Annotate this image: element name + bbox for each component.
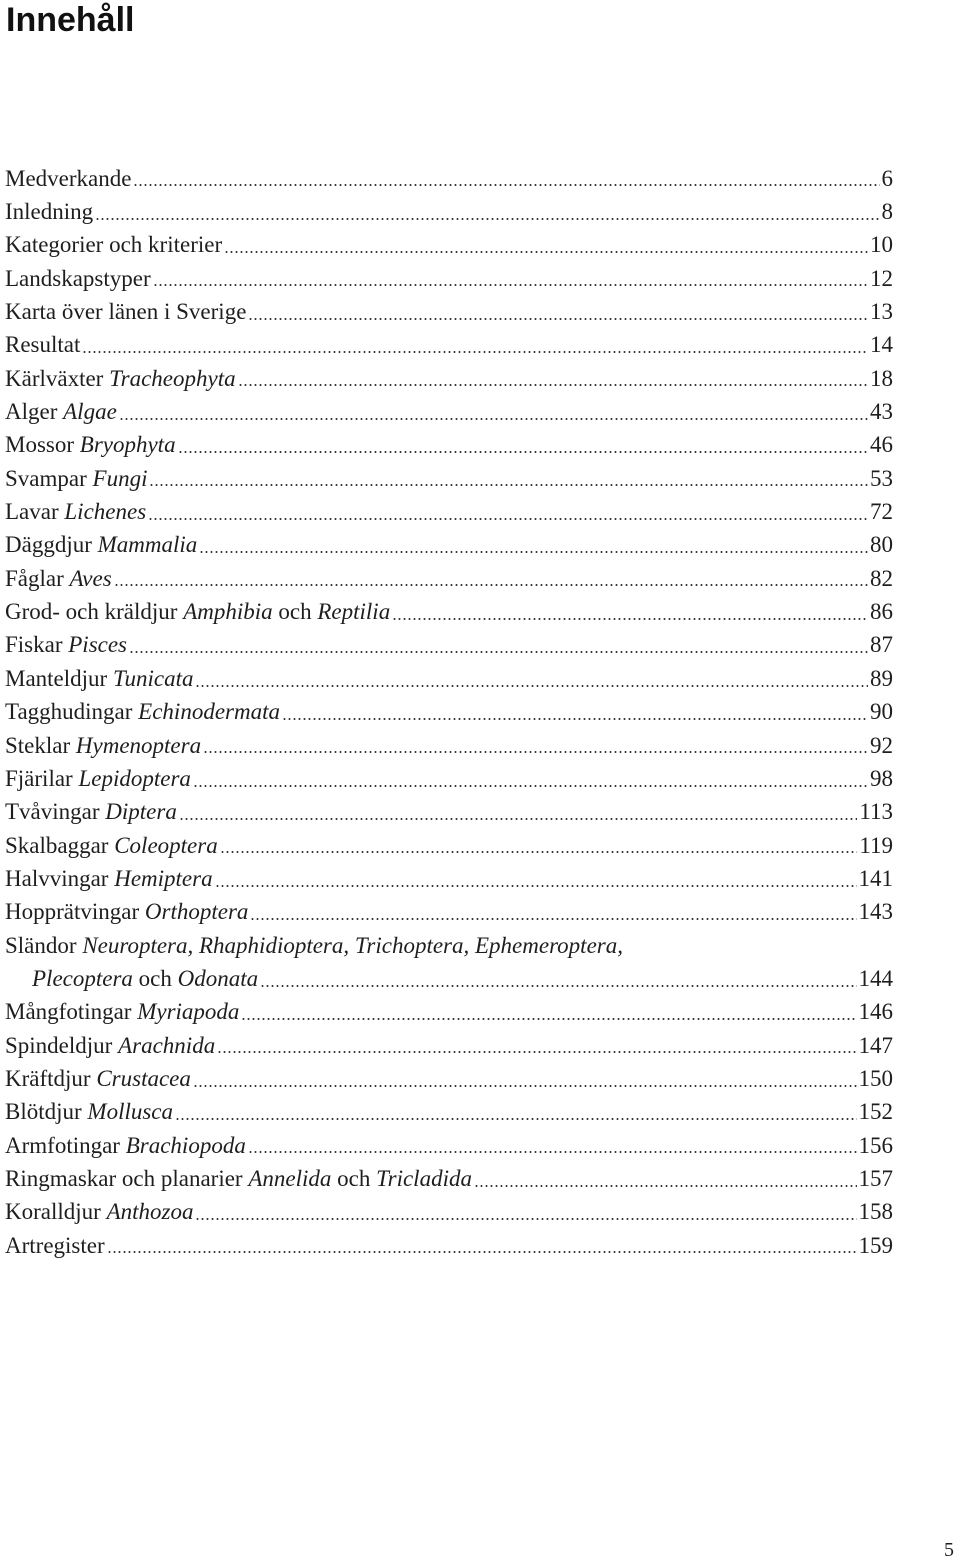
- toc-entry-page: 92: [870, 732, 893, 758]
- toc-entry-name: Manteldjur: [5, 665, 108, 691]
- dot-leader: [248, 318, 868, 320]
- toc-entry-name: Koralldjur: [5, 1199, 101, 1225]
- dot-leader: [193, 1085, 857, 1087]
- toc-entry-name: Mångfotingar: [5, 999, 132, 1025]
- toc-entry-label: [5, 1033, 215, 1059]
- toc-entry-label: [5, 399, 117, 425]
- toc-entry-label: [5, 899, 248, 925]
- toc-entry-latin: Tricladida: [376, 1165, 472, 1191]
- dot-leader: [224, 251, 868, 253]
- toc-entry-name: Spindeldjur: [5, 1032, 113, 1058]
- toc-entry-label: [5, 499, 146, 525]
- toc-entry-latin: Fungi: [92, 465, 148, 491]
- toc-entry-page: 147: [858, 1032, 893, 1058]
- toc-entry-latin: Tracheophyta: [109, 365, 236, 391]
- toc-entry: [5, 495, 893, 528]
- toc-entry-conjunction: och: [138, 965, 172, 991]
- toc-entry-name: Karta över länen i Sverige: [5, 299, 247, 325]
- toc-entry-page: 157: [858, 1165, 893, 1191]
- toc-entry-latin: Annelida: [248, 1165, 332, 1191]
- toc-entry-page: 158: [858, 1199, 893, 1225]
- toc-entry-label: [5, 999, 239, 1025]
- dot-leader: [114, 584, 868, 586]
- toc-entry-label: [5, 566, 112, 592]
- toc-entry-latin: Plecoptera: [32, 965, 133, 991]
- toc-entry-name: Mossor: [5, 432, 75, 458]
- toc-entry: [5, 929, 893, 962]
- dot-leader: [148, 518, 868, 520]
- toc-entry-name: Alger: [5, 399, 58, 425]
- toc-entry-page: 6: [881, 165, 893, 191]
- toc-entry-name: Hopprätvingar: [5, 899, 140, 925]
- toc-entry-latin: Hymenoptera: [75, 732, 202, 758]
- toc-entry-label: [5, 1099, 173, 1125]
- dot-leader: [82, 351, 868, 353]
- toc-entry: [5, 629, 893, 662]
- toc-entry-name: Armfotingar: [5, 1132, 120, 1158]
- toc-entry-name: Fåglar: [5, 565, 64, 591]
- toc-entry: [5, 1096, 893, 1129]
- toc-entry: [5, 829, 893, 862]
- toc-entry: [5, 1196, 893, 1229]
- toc-entry-label: [5, 799, 177, 825]
- toc-entry-latin: Neuroptera, Rhaphidioptera, Trichoptera, Ephemeroptera,: [82, 932, 623, 958]
- toc-entry-label: [5, 766, 191, 792]
- toc-entry-label: [5, 1233, 105, 1259]
- toc-entry-label: [5, 432, 176, 458]
- toc-entry-name: Fiskar: [5, 632, 63, 658]
- dot-leader: [179, 818, 858, 820]
- toc-entry: [5, 195, 893, 228]
- dot-leader: [119, 418, 868, 420]
- toc-entry-page: 143: [858, 899, 893, 925]
- toc-entry-latin: Tunicata: [112, 665, 194, 691]
- toc-entry-label: [5, 1199, 193, 1225]
- toc-entry-name: Tagghudingar: [5, 699, 133, 725]
- toc-entry-latin: Algae: [63, 399, 117, 425]
- toc-entry: [5, 329, 893, 362]
- toc-entry-latin: Hemiptera: [114, 865, 213, 891]
- toc-entry: [5, 696, 893, 729]
- toc-entry-label: [5, 699, 280, 725]
- table-of-contents: [5, 162, 893, 1262]
- toc-entry-page: 8: [881, 199, 893, 225]
- toc-entry-page: 90: [870, 699, 893, 725]
- toc-entry-name: Ringmaskar och planarier: [5, 1165, 243, 1191]
- toc-entry: [5, 1029, 893, 1062]
- toc-entry-label: [5, 833, 218, 859]
- toc-entry-conjunction: och: [278, 599, 312, 625]
- toc-entry: [5, 1162, 893, 1195]
- dot-leader: [260, 985, 856, 987]
- toc-entry-page: 156: [858, 1132, 893, 1158]
- toc-entry-latin: Crustacea: [96, 1065, 191, 1091]
- toc-entry: [5, 229, 893, 262]
- toc-entry-label: [5, 232, 222, 258]
- dot-leader: [220, 851, 858, 853]
- toc-entry: [5, 262, 893, 295]
- toc-entry-label: [5, 332, 80, 358]
- toc-entry: [5, 1229, 893, 1262]
- toc-entry: [5, 362, 893, 395]
- toc-entry-latin: Diptera: [105, 799, 177, 825]
- toc-entry: [5, 529, 893, 562]
- toc-entry-label: [5, 1066, 191, 1092]
- toc-entry: [5, 762, 893, 795]
- toc-entry-name: Blötdjur: [5, 1099, 82, 1125]
- toc-entry-name: Medverkande: [5, 165, 132, 191]
- toc-entry-label: [5, 166, 131, 192]
- toc-entry-label: [5, 366, 236, 392]
- toc-entry-latin: Pisces: [68, 632, 128, 658]
- toc-entry-label: [5, 1166, 472, 1192]
- toc-entry-page: 80: [870, 532, 893, 558]
- toc-entry-label: [5, 199, 93, 225]
- toc-entry-page: 13: [870, 299, 893, 325]
- dot-leader: [238, 384, 868, 386]
- toc-entry-page: 43: [870, 399, 893, 425]
- toc-entry-label: [5, 299, 246, 325]
- toc-entry: [5, 562, 893, 595]
- toc-entry-name: Skalbaggar: [5, 832, 109, 858]
- dot-leader: [248, 1151, 857, 1153]
- dot-leader: [107, 1251, 857, 1253]
- toc-entry-label: [5, 933, 623, 959]
- toc-entry-page: 86: [870, 599, 893, 625]
- toc-entry-page: 113: [859, 799, 893, 825]
- toc-entry: [5, 395, 893, 428]
- toc-entry-label: [5, 666, 193, 692]
- toc-entry-latin: Odonata: [177, 965, 259, 991]
- toc-entry-name: Svampar: [5, 465, 87, 491]
- dot-leader: [217, 1051, 856, 1053]
- toc-entry: [5, 796, 893, 829]
- toc-entry-name: Fjärilar: [5, 765, 73, 791]
- toc-entry-page: 53: [870, 465, 893, 491]
- dot-leader: [474, 1185, 857, 1187]
- toc-entry-latin: Lichenes: [64, 499, 147, 525]
- dot-leader: [215, 885, 857, 887]
- dot-leader: [129, 651, 868, 653]
- toc-entry: [5, 295, 893, 328]
- dot-leader: [178, 451, 868, 453]
- toc-entry-name: Halvvingar: [5, 865, 109, 891]
- toc-entry-page: 141: [858, 865, 893, 891]
- toc-entry: [5, 862, 893, 895]
- toc-entry-name: Kategorier och kriterier: [5, 232, 223, 258]
- toc-entry-label: [32, 966, 258, 992]
- toc-entry-latin: Echinodermata: [138, 699, 280, 725]
- dot-leader: [149, 484, 868, 486]
- toc-entry-latin: Anthozoa: [106, 1199, 194, 1225]
- toc-entry-page: 72: [870, 499, 893, 525]
- toc-entry-name: Kräftdjur: [5, 1065, 91, 1091]
- dot-leader: [153, 284, 868, 286]
- toc-entry-latin: Mammalia: [97, 532, 198, 558]
- toc-entry-latin: Mollusca: [87, 1099, 174, 1125]
- toc-entry-page: 14: [870, 332, 893, 358]
- toc-entry-page: 10: [870, 232, 893, 258]
- toc-entry: [5, 1129, 893, 1162]
- toc-entry-name: Däggdjur: [5, 532, 92, 558]
- toc-entry-page: 146: [858, 999, 893, 1025]
- toc-entry-latin: Arachnida: [118, 1032, 216, 1058]
- toc-entry-name: Grod- och kräldjur: [5, 599, 178, 625]
- toc-entry-name: Resultat: [5, 332, 81, 358]
- dot-leader: [193, 785, 868, 787]
- toc-entry-latin: Amphibia: [183, 599, 273, 625]
- toc-entry-name: Lavar: [5, 499, 59, 525]
- toc-entry-page: 82: [870, 565, 893, 591]
- toc-entry-name: Steklar: [5, 732, 71, 758]
- toc-entry-latin: Orthoptera: [144, 899, 249, 925]
- dot-leader: [175, 1118, 856, 1120]
- toc-entry-page: 150: [858, 1065, 893, 1091]
- dot-leader: [241, 1018, 856, 1020]
- toc-entry-name: Landskapstyper: [5, 265, 151, 291]
- toc-entry-label: [5, 632, 127, 658]
- toc-entry-latin: Bryophyta: [79, 432, 176, 458]
- toc-entry-page: 18: [870, 365, 893, 391]
- dot-leader: [392, 618, 868, 620]
- dot-leader: [133, 184, 879, 186]
- toc-entry-latin: Brachiopoda: [125, 1132, 246, 1158]
- toc-entry: [5, 896, 893, 929]
- toc-entry-name: Tvåvingar: [5, 799, 100, 825]
- toc-entry-latin: Lepidoptera: [78, 765, 191, 791]
- toc-entry: [5, 595, 893, 628]
- dot-leader: [199, 551, 868, 553]
- toc-entry: [5, 462, 893, 495]
- toc-entry-page: 89: [870, 665, 893, 691]
- toc-entry-latin: Reptilia: [317, 599, 391, 625]
- toc-entry: [5, 662, 893, 695]
- toc-entry-label: [5, 466, 147, 492]
- toc-entry-page: 159: [858, 1232, 893, 1258]
- toc-entry: [5, 996, 893, 1029]
- toc-entry: [5, 162, 893, 195]
- page-title: Innehåll: [6, 1, 135, 39]
- toc-entry-label: [5, 599, 390, 625]
- toc-entry-page: 144: [858, 965, 893, 991]
- toc-entry-page: 98: [870, 765, 893, 791]
- dot-leader: [282, 718, 868, 720]
- toc-entry-page: 119: [859, 832, 893, 858]
- toc-entry: [5, 962, 893, 995]
- toc-entry-name: Kärlväxter: [5, 365, 104, 391]
- dot-leader: [195, 685, 868, 687]
- dot-leader: [195, 1218, 856, 1220]
- toc-entry-latin: Aves: [69, 565, 112, 591]
- toc-entry-label: [5, 1133, 246, 1159]
- toc-entry-latin: Myriapoda: [137, 999, 240, 1025]
- toc-entry-latin: Coleoptera: [114, 832, 218, 858]
- toc-entry: [5, 1062, 893, 1095]
- toc-entry-name: Artregister: [5, 1232, 105, 1258]
- toc-entry-page: 87: [870, 632, 893, 658]
- toc-entry-name: Inledning: [5, 199, 94, 225]
- toc-entry-label: [5, 866, 213, 892]
- toc-entry: [5, 729, 893, 762]
- toc-entry-name: Sländor: [5, 932, 77, 958]
- dot-leader: [203, 751, 868, 753]
- toc-entry-conjunction: och: [337, 1165, 371, 1191]
- dot-leader: [250, 918, 856, 920]
- toc-entry-label: [5, 266, 151, 292]
- toc-entry-page: 152: [858, 1099, 893, 1125]
- toc-entry: [5, 429, 893, 462]
- page-number: 5: [944, 1539, 954, 1561]
- toc-entry-page: 46: [870, 432, 893, 458]
- toc-entry-label: [5, 733, 201, 759]
- dot-leader: [95, 218, 879, 220]
- toc-entry-label: [5, 532, 197, 558]
- toc-entry-page: 12: [870, 265, 893, 291]
